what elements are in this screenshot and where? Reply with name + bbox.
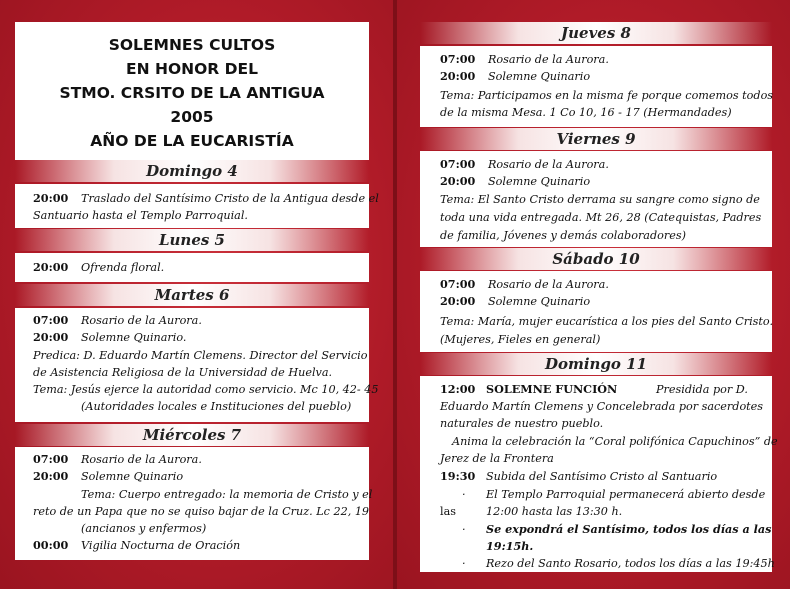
event-text: Anima la celebración la “Coral polifónica Capuchinos” de (452, 435, 778, 448)
event-text: Jerez de la Frontera (440, 452, 554, 465)
event-text: Solemne Quinario. (81, 331, 187, 344)
day-header-sabado-10: Sábado 10 (420, 248, 772, 270)
event-text: reto de un Papa que no se quiso bajar de la Cruz. Lc 22, 19 (33, 505, 370, 518)
bullet: · (462, 523, 466, 536)
fold-line (393, 0, 397, 589)
schedule-box-domingo-11 (420, 376, 778, 572)
event-text: (ancianos y enfermos) (81, 522, 207, 535)
time: 20:00 (440, 294, 476, 308)
event-text: Solemne Quinario (488, 70, 591, 83)
event-text: toda una vida entregada. Mt 26, 28 (Catequistas, Padres (440, 211, 762, 224)
title-line-4: 2005 (170, 108, 214, 126)
schedule-box-domingo-4 (15, 184, 379, 228)
time: 07:00 (33, 452, 69, 466)
event-text: Predica: D. Eduardo Martín Clemens. Director del Servicio (33, 349, 368, 362)
event-text: Ofrenda floral. (81, 261, 165, 274)
time: 20:00 (33, 260, 69, 274)
schedule-box-jueves-8 (420, 46, 772, 127)
event-text: Subida del Santísimo Cristo al Santuario (486, 470, 718, 483)
event-title: SOLEMNE FUNCIÓN (486, 382, 618, 396)
event-text: (Mujeres, Fieles en general) (440, 333, 601, 346)
day-header-lunes-5: Lunes 5 (15, 229, 369, 251)
day-header-jueves-8: Jueves 8 (420, 22, 772, 44)
day-header-miercoles-7: Miércoles 7 (15, 424, 369, 446)
event-text: las (440, 505, 456, 518)
event-text: Solemne Quinario (488, 175, 591, 188)
time: 07:00 (440, 157, 476, 171)
schedule-box-martes-6 (15, 308, 379, 422)
event-text: 19:15h. (486, 539, 534, 553)
event-text: Rosario de la Aurora. (488, 53, 609, 66)
time: 00:00 (33, 538, 69, 552)
event-text: Rosario de la Aurora. (81, 314, 202, 327)
bullet: · (462, 557, 466, 570)
event-text: naturales de nuestro pueblo. (440, 417, 604, 430)
day-header-domingo-4: Domingo 4 (15, 160, 369, 182)
time: 20:00 (440, 69, 476, 83)
event-text: Solemne Quinario (488, 295, 591, 308)
time: 20:00 (33, 330, 69, 344)
title-line-1: SOLEMNES CULTOS (108, 36, 276, 54)
event-text: Se expondrá el Santísimo, todos los días a las (486, 522, 772, 536)
event-text: Solemne Quinario (81, 470, 184, 483)
time: 07:00 (440, 277, 476, 291)
event-text: Tema: El Santo Cristo derrama su sangre como signo de (440, 193, 760, 206)
event-text: Tema: Cuerpo entregado: la memoria de Cristo y el (81, 488, 373, 501)
event-text: Traslado del Santísimo Cristo de la Antigua desde el (81, 192, 379, 205)
bullet: · (462, 488, 466, 501)
day-header-martes-6: Martes 6 (15, 284, 369, 306)
event-text: Santuario hasta el Templo Parroquial. (33, 209, 248, 222)
day-header-viernes-9: Viernes 9 (420, 128, 772, 150)
event-text: Rosario de la Aurora. (488, 278, 609, 291)
event-text: Tema: María, mujer eucarística a los pies del Santo Cristo. (440, 315, 774, 328)
title-line-2: EN HONOR DEL (126, 60, 258, 78)
event-text: Eduardo Martín Clemens y Concelebrada por sacerdotes (440, 400, 764, 413)
time: 07:00 (440, 52, 476, 66)
day-header-domingo-11: Domingo 11 (420, 353, 772, 375)
time: 12:00 (440, 382, 476, 396)
event-text: Tema: Participamos en la misma fe porque comemos todos (440, 89, 774, 102)
event-text: de familia, Jóvenes y demás colaboradores) (440, 229, 686, 242)
schedule-box-miercoles-7 (15, 447, 373, 560)
event-text: de la misma Mesa. 1 Co 10, 16 - 17 (Hermandades) (440, 106, 732, 119)
time: 20:00 (33, 469, 69, 483)
event-text: de Asistencia Religiosa de la Universidad de Huelva. (33, 366, 333, 379)
time: 20:00 (33, 191, 69, 205)
event-text: Rosario de la Aurora. (81, 453, 202, 466)
schedule-box-viernes-9 (420, 151, 772, 247)
title-box (15, 22, 369, 160)
schedule-box-sabado-10 (420, 271, 772, 352)
title-line-3: STMO. CRSITO DE LA ANTIGUA (59, 84, 325, 102)
event-text: Rosario de la Aurora. (488, 158, 609, 171)
schedule-box-lunes-5 (15, 253, 369, 282)
event-text: (Autoridades locales e Instituciones del pueblo) (81, 400, 352, 413)
time: 07:00 (33, 313, 69, 327)
time: 19:30 (440, 469, 476, 483)
event-text: Presidida por D. (656, 383, 748, 396)
event-text: El Templo Parroquial permanecerá abierto desde (486, 488, 766, 501)
title-line-5: AÑO DE LA EUCARISTÍA (90, 132, 294, 150)
event-text: Rezo del Santo Rosario, todos los días a las 19:45h (486, 557, 775, 570)
event-text: Vigilia Nocturna de Oración (81, 539, 241, 552)
event-text: Tema: Jesús ejerce la autoridad como servicio. Mc 10, 42- 45 (33, 383, 379, 396)
time: 20:00 (440, 174, 476, 188)
event-text: 12:00 hasta las 13:30 h. (486, 505, 623, 518)
